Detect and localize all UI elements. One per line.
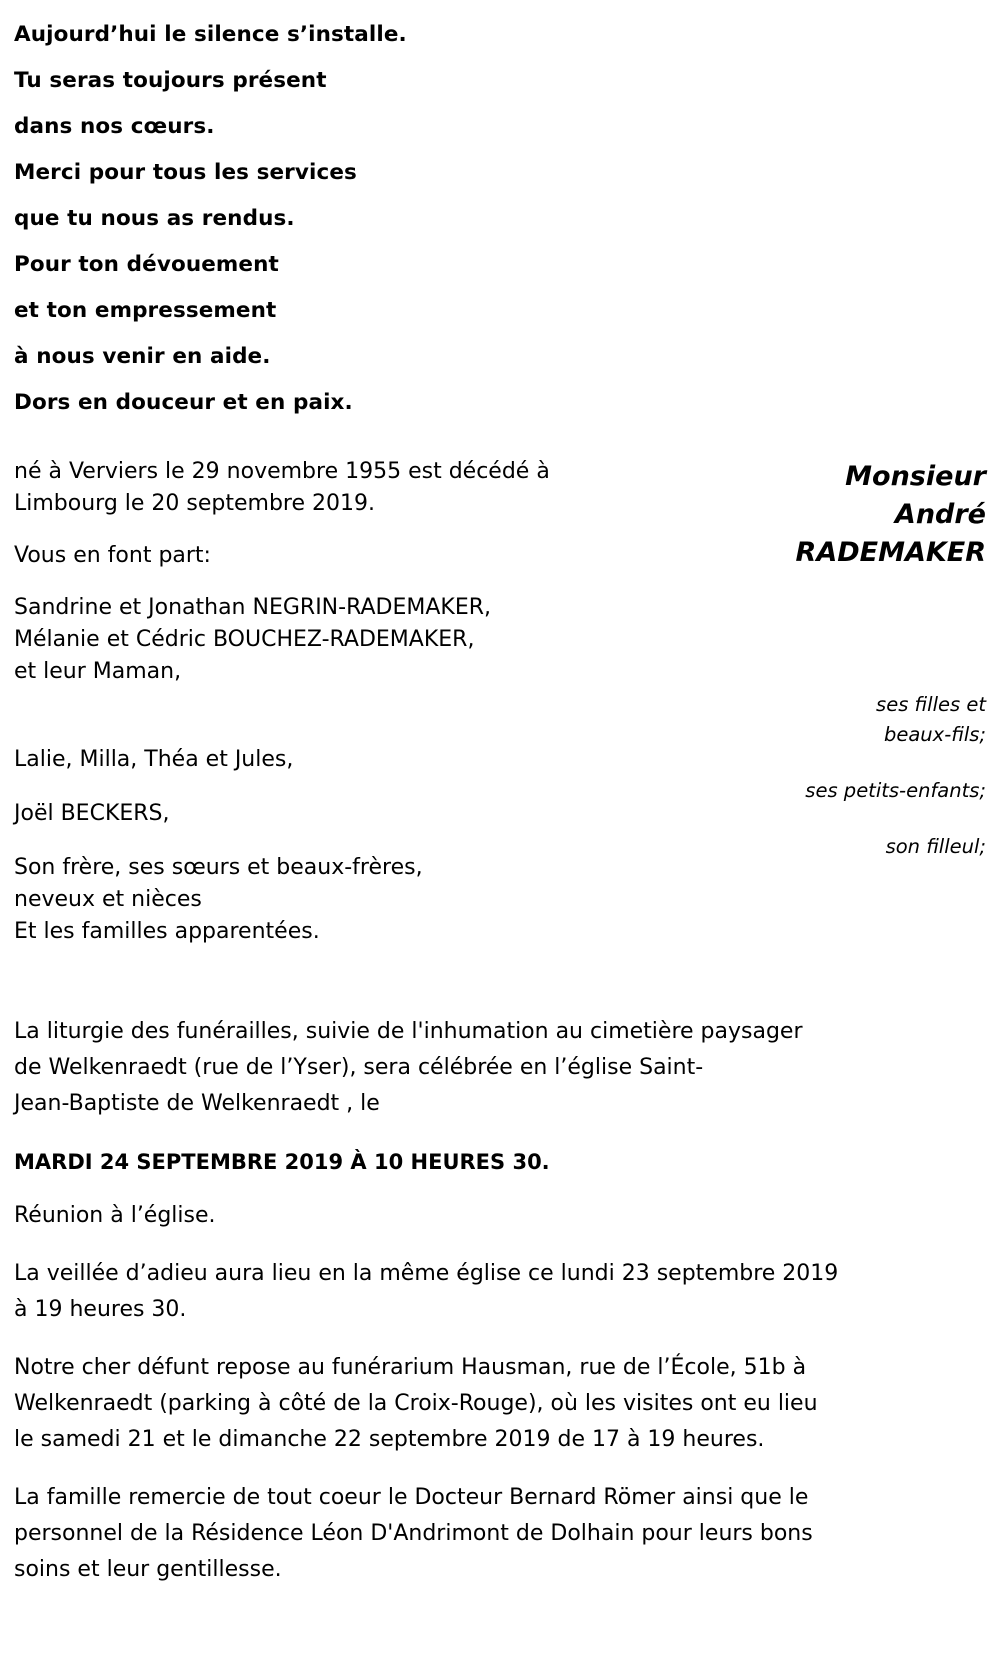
ceremony-date: MARDI 24 SEPTEMBRE 2019 À 10 HEURES 30. [14, 1150, 550, 1174]
ceremony-line: Jean-Baptiste de Welkenraedt , le [14, 1091, 380, 1116]
poem-line: Dors en douceur et en paix. [14, 390, 353, 415]
relation-godson-line: son filleul; [885, 835, 986, 858]
thanks-line: La famille remercie de tout coeur le Docteur Bernard Römer ainsi que le [14, 1485, 809, 1510]
relation-children-line: ses filles et [876, 693, 986, 716]
godson: Joël BECKERS, [14, 801, 170, 826]
vigil-info [14, 1256, 986, 1328]
grandchildren: Lalie, Milla, Théa et Jules, [14, 747, 294, 772]
deceased-name-line: André [894, 499, 986, 530]
funeral-home-info [14, 1350, 986, 1458]
family-children-line: Sandrine et Jonathan NEGRIN-RADEMAKER, [14, 595, 491, 620]
family-children [14, 592, 654, 688]
announcement-text [14, 456, 654, 970]
thanks-line: personnel de la Résidence Léon D'Andrimont de Dolhain pour leurs bons [14, 1521, 813, 1546]
deceased-panel [686, 456, 986, 862]
relation-children-line: beaux-fils; [883, 723, 986, 746]
poem-line: et ton empressement [14, 298, 277, 323]
family-children-line: et leur Maman, [14, 659, 182, 684]
family-others [14, 852, 654, 948]
relation-godson [686, 832, 986, 862]
vigil-line: à 19 heures 30. [14, 1297, 187, 1322]
deceased-name-line: Monsieur [845, 461, 986, 492]
poem-block [14, 12, 986, 426]
ceremony-line: de Welkenraedt (rue de l’Yser), sera célébrée en l’église Saint- [14, 1055, 704, 1080]
poem-line: Aujourd’hui le silence s’installe. [14, 22, 407, 47]
poem-line: à nous venir en aide. [14, 344, 271, 369]
birth-death-info [14, 456, 654, 520]
family-children-line: Mélanie et Cédric BOUCHEZ-RADEMAKER, [14, 627, 475, 652]
poem-line: Pour ton dévouement [14, 252, 279, 277]
deceased-name-line: RADEMAKER [795, 537, 986, 568]
poem-line: Merci pour tous les services [14, 160, 357, 185]
ceremony-line: La liturgie des funérailles, suivie de l'inhumation au cimetière paysager [14, 1019, 803, 1044]
family-others-line: Et les familles apparentées. [14, 919, 320, 944]
vigil-line: La veillée d’adieu aura lieu en la même église ce lundi 23 septembre 2019 [14, 1261, 839, 1286]
poem-line: que tu nous as rendus. [14, 206, 295, 231]
ceremony-info [14, 1014, 986, 1122]
spacer [14, 710, 654, 744]
family-others-line: Son frère, ses sœurs et beaux-frères, [14, 855, 423, 880]
relation-grandchildren [686, 776, 986, 806]
poem-line: Tu seras toujours présent [14, 68, 327, 93]
deceased-name [686, 458, 986, 572]
ceremony-section [14, 1014, 986, 1588]
relation-children [686, 690, 986, 750]
funeral-home-line: Welkenraedt (parking à côté de la Croix-Rouge), où les visites ont eu lieu [14, 1391, 818, 1416]
meeting-note: Réunion à l’église. [14, 1203, 216, 1228]
relation-grandchildren-line: ses petits-enfants; [805, 779, 986, 802]
funeral-home-line: Notre cher défunt repose au funérarium Hausman, rue de l’École, 51b à [14, 1355, 807, 1380]
announce-intro: Vous en font part: [14, 543, 211, 568]
thanks-info [14, 1480, 986, 1588]
family-others-line: neveux et nièces [14, 887, 202, 912]
birth-death-line: Limbourg le 20 septembre 2019. [14, 491, 376, 516]
thanks-line: soins et leur gentillesse. [14, 1557, 282, 1582]
announcement-section [14, 456, 986, 970]
poem-line: dans nos cœurs. [14, 114, 215, 139]
funeral-home-line: le samedi 21 et le dimanche 22 septembre 2019 de 17 à 19 heures. [14, 1427, 765, 1452]
birth-death-line: né à Verviers le 29 novembre 1955 est décédé à [14, 459, 550, 484]
